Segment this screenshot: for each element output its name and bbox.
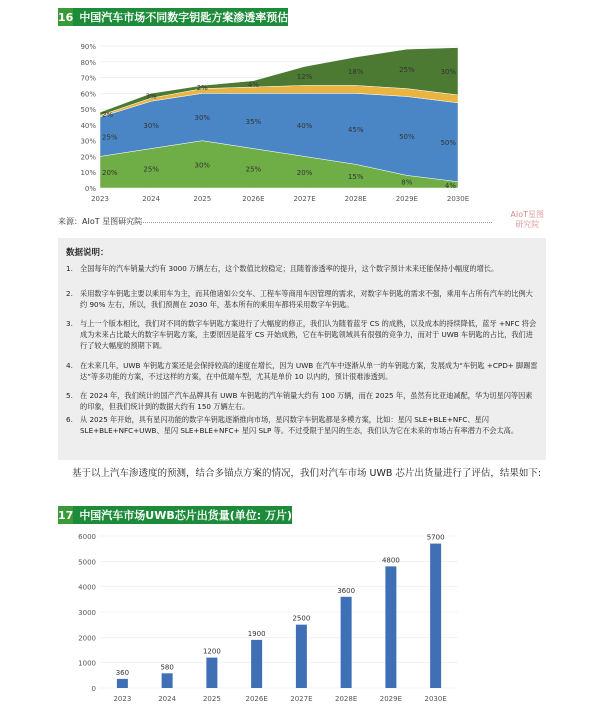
bar-value-label: 1900 (247, 629, 266, 638)
section-title: 中国汽车市场不同数字钥匙方案渗透率预估 (73, 8, 288, 26)
data-label: 35% (245, 117, 262, 126)
bar (385, 566, 396, 688)
chart-source: 来源：AIoT 星图研究院 (58, 217, 143, 226)
note-index: 5. (66, 391, 73, 400)
x-tick-label: 2029E (379, 695, 402, 703)
bar-value-label: 4800 (381, 556, 400, 565)
data-label: 30% (143, 121, 159, 130)
y-tick-label: 6000 (78, 533, 96, 541)
data-label: 40% (296, 121, 313, 130)
section-16-header (58, 8, 289, 26)
data-label: 30% (440, 68, 456, 77)
data-label: 25% (102, 133, 118, 142)
bar-value-label: 360 (115, 668, 130, 677)
bar-value-label: 580 (160, 663, 174, 672)
note-item (66, 414, 538, 436)
y-tick-label: 50% (80, 106, 96, 115)
y-tick-label: 2000 (78, 634, 96, 643)
bar (117, 679, 128, 688)
x-tick-label: 2028E (335, 695, 358, 703)
bar (251, 640, 262, 688)
y-tick-label: 3000 (78, 609, 96, 617)
y-tick-label: 4000 (78, 583, 96, 592)
data-label: 30% (194, 161, 211, 170)
bar-value-label: 2500 (292, 614, 311, 623)
data-label: 2% (196, 84, 208, 93)
note-text: 全国每年的汽车销量大约有 3000 万辆左右，这个数值比较稳定；且随着渗透率的提升，这个数字预计未来还能保持小幅度的增长。 (80, 264, 499, 273)
note-index: 3. (66, 319, 73, 328)
x-tick-label: 2030E (424, 695, 447, 703)
x-tick-label: 2027E (293, 195, 316, 203)
x-tick-label: 2025 (193, 195, 212, 203)
penetration-area-chart (58, 30, 478, 212)
data-label: 25% (143, 165, 159, 174)
body-paragraph: 基于以上汽车渗透度的预测，结合多锚点方案的情况，我们对汽车市场 UWB 芯片出货量进行了评估，结果如下: (72, 468, 542, 479)
bar (206, 658, 217, 688)
bar (430, 544, 441, 688)
y-tick-label: 5000 (78, 558, 96, 567)
data-notes-box (58, 238, 546, 460)
data-label: 25% (399, 65, 415, 74)
note-text: 在未来几年，UWB 车钥匙方案还是会保持较高的速度在增长，因为 UWB 在汽车中逐渐从单一的车钥匙方案，发展成为“车钥匙 +CPD+ 脚踢雷达”等多功能的方案，不过这样的方案，在中低端车型，尤其是单价 10 以内的，预计很难渗透到。 (80, 361, 538, 381)
data-label: 20% (102, 169, 118, 178)
note-index: 1. (66, 264, 73, 273)
y-tick-label: 1000 (78, 659, 96, 668)
y-tick-label: 80% (80, 58, 96, 67)
divider (120, 222, 492, 223)
x-tick-label: 2025 (202, 695, 221, 703)
data-label: 4% (444, 181, 456, 190)
y-tick-label: 90% (80, 43, 96, 51)
y-tick-label: 20% (80, 153, 96, 162)
x-tick-label: 2026E (242, 195, 265, 203)
section-title: 中国汽车市场UWB芯片出货量(单位: 万片) (73, 506, 292, 524)
y-tick-label: 0% (84, 185, 96, 193)
data-label: 15% (347, 173, 364, 182)
note-index: 4. (66, 361, 73, 370)
data-label: 20% (296, 169, 313, 178)
x-tick-label: 2027E (290, 695, 313, 703)
data-label: 50% (440, 139, 456, 148)
section-number: 17 (58, 506, 73, 524)
note-item (66, 318, 538, 351)
bar (341, 597, 352, 688)
bar (296, 625, 307, 688)
data-label: 8% (401, 178, 413, 187)
data-label: 3% (145, 92, 157, 101)
data-label: 2% (102, 110, 114, 119)
data-label: 4% (247, 80, 259, 89)
x-tick-label: 2029E (395, 195, 418, 203)
data-label: 25% (245, 165, 262, 174)
data-label: 50% (399, 132, 415, 141)
note-text: 与上一个版本相比，我们对不同的数字车钥匙方案进行了大幅度的修正，我们认为随着蓝牙 CS 的成熟，以及成本的持续降低，蓝牙 +NFC 将会成为未来占比最大的数字车钥匙方案，主要原因是蓝牙 CS 开始成熟，它在车钥匙领域具有很强的竞争力，而对于 UWB 车钥匙的占比，我们进行了较大幅度的预期下调。 (80, 319, 537, 350)
note-item (66, 360, 538, 382)
y-tick-label: 40% (80, 121, 96, 130)
x-tick-label: 2026E (245, 695, 268, 703)
x-tick-label: 2024 (158, 695, 177, 703)
x-tick-label: 2028E (344, 195, 367, 203)
note-index: 6. (66, 415, 73, 424)
y-tick-label: 10% (80, 169, 96, 178)
y-tick-label: 0 (91, 685, 96, 693)
x-tick-label: 2023 (113, 695, 132, 703)
note-text: 采用数字车钥匙主要以乘用车为主，而其他诸如公交车、工程车等商用车因管理的需求，对数字车钥匙的需求不强，乘用车占所有汽车的比例大约 90% 左右，所以，我们预测在 2030 年，基本所有的乘用车都将采用数字车钥匙。 (80, 289, 533, 309)
note-index: 2. (66, 289, 73, 298)
note-item (66, 390, 538, 412)
bar-value-label: 5700 (426, 533, 445, 542)
y-tick-label: 70% (80, 74, 96, 83)
watermark-logo: AIoT星图 研究院 (510, 210, 544, 229)
x-tick-label: 2023 (91, 195, 109, 203)
data-label: 12% (296, 72, 313, 81)
bar (162, 673, 173, 688)
y-tick-label: 30% (80, 137, 96, 146)
note-item (66, 263, 538, 274)
note-text: 在 2024 年，我们统计的国产汽车品牌具有 UWB 车钥匙的汽车销量大约有 100 万辆，而在 2025 年，虽然有比亚迪减配，华为切星闪等因素的印象，但我们统计到的数据大约有 150 万辆左右。 (80, 391, 533, 411)
data-label: 45% (347, 125, 364, 134)
bar-value-label: 1200 (202, 647, 221, 656)
data-label: 30% (194, 114, 211, 122)
data-label: 18% (347, 68, 364, 77)
x-tick-label: 2030E (446, 195, 470, 203)
x-tick-label: 2024 (142, 195, 161, 203)
notes-title: 数据说明： (66, 248, 109, 258)
note-text: 从 2025 年开始，具有星闪功能的数字车钥匙逐渐推向市场，星闪数字车钥匙都是多模方案，比如：星闪 SLE+BLE+NFC、星闪 SLE+BLE+NFC+UWB、星闪 SLE+BLE+NFC+ 星闪 SLP 等。不过受限于星闪的生态，我们认为它在未来的市场占有率潜力不会太高。 (80, 415, 519, 435)
section-17-header (58, 506, 293, 524)
uwb-shipment-bar-chart (58, 528, 478, 713)
y-tick-label: 60% (80, 90, 96, 99)
bar-value-label: 3600 (337, 586, 356, 595)
section-number: 16 (58, 8, 73, 26)
note-item (66, 288, 538, 310)
